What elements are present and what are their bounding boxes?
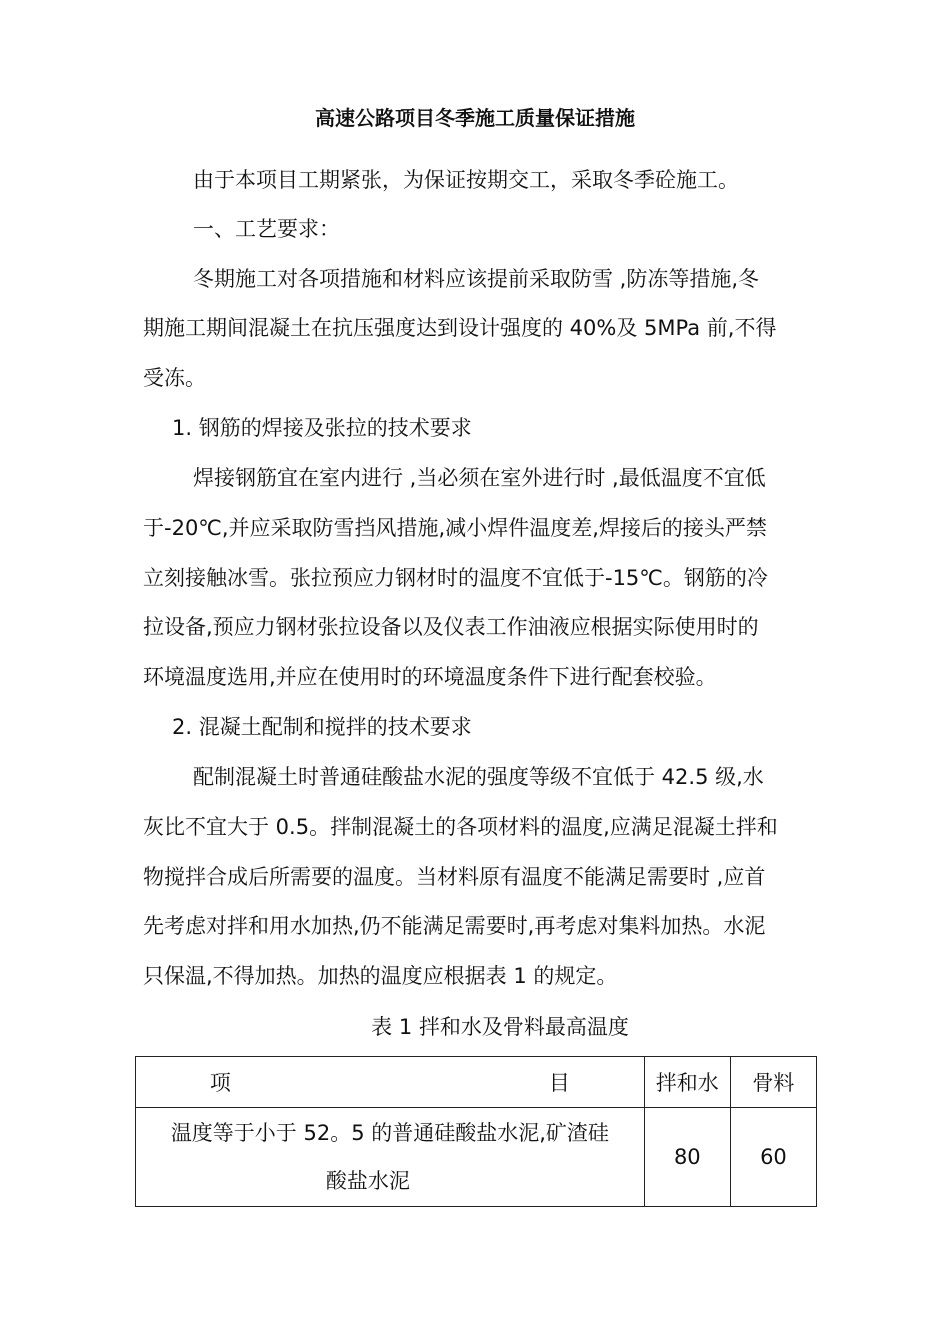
temperature-table [135, 1056, 817, 1207]
paragraph-line: 焊接钢筋宜在室内进行 ,当必须在室外进行时 ,最低温度不宜低 [193, 466, 766, 490]
paragraph-line: 环境温度选用,并应在使用时的环境温度条件下进行配套校验。 [143, 665, 717, 689]
numbered-heading: 2. 混凝土配制和搅拌的技术要求 [172, 715, 472, 739]
table-row [136, 1108, 817, 1207]
numbered-heading: 1. 钢筋的焊接及张拉的技术要求 [172, 416, 472, 440]
table-header-row [136, 1057, 817, 1108]
paragraph-line: 立刻接触冰雪。张拉预应力钢材时的温度不宜低于-15℃。钢筋的冷 [143, 566, 768, 590]
intro-paragraph: 由于本项目工期紧张，为保证按期交工，采取冬季砼施工。 [193, 168, 739, 192]
table-header-cell: 骨料 [730, 1057, 816, 1108]
paragraph-line: 只保温,不得加热。加热的温度应根据表 1 的规定。 [143, 964, 618, 988]
paragraph-line: 配制混凝土时普通硅酸盐水泥的强度等级不宜低于 42.5 级,水 [193, 765, 764, 789]
description-line: 酸盐水泥 [325, 1169, 410, 1193]
document-title: 高速公路项目冬季施工质量保证措施 [315, 106, 635, 130]
paragraph-line: 拉设备,预应力钢材张拉设备以及仪表工作油液应根据实际使用时的 [143, 615, 759, 639]
table-header-cell [136, 1057, 645, 1108]
paragraph-line: 期施工期间混凝土在抗压强度达到设计强度的 40%及 5MPa 前,不得 [143, 316, 777, 340]
table-caption: 表 1 拌和水及骨料最高温度 [371, 1015, 629, 1039]
section-heading: 一、工艺要求： [193, 217, 340, 241]
paragraph-line: 于-20℃,并应采取防雪挡风措施,减小焊件温度差,焊接后的接头严禁 [143, 516, 767, 540]
description-line: 温度等于小于 52。5 的普通硅酸盐水泥,矿渣硅 [170, 1121, 609, 1145]
table-header-cell: 拌和水 [644, 1057, 730, 1108]
paragraph-line: 受冻。 [143, 366, 206, 390]
paragraph-line: 先考虑对拌和用水加热,仍不能满足需要时,再考虑对集料加热。水泥 [143, 914, 766, 938]
table-cell-aggregate: 60 [730, 1108, 816, 1207]
header-item-label: 项目 [209, 1071, 570, 1095]
paragraph-line: 物搅拌合成后所需要的温度。当材料原有温度不能满足需要时 ,应首 [143, 865, 766, 889]
paragraph-line: 灰比不宜大于 0.5。拌制混凝土的各项材料的温度,应满足混凝土拌和 [143, 815, 778, 839]
table-cell-description [136, 1108, 645, 1207]
paragraph-line: 冬期施工对各项措施和材料应该提前采取防雪 ,防冻等措施,冬 [193, 267, 760, 291]
table-cell-water: 80 [644, 1108, 730, 1207]
